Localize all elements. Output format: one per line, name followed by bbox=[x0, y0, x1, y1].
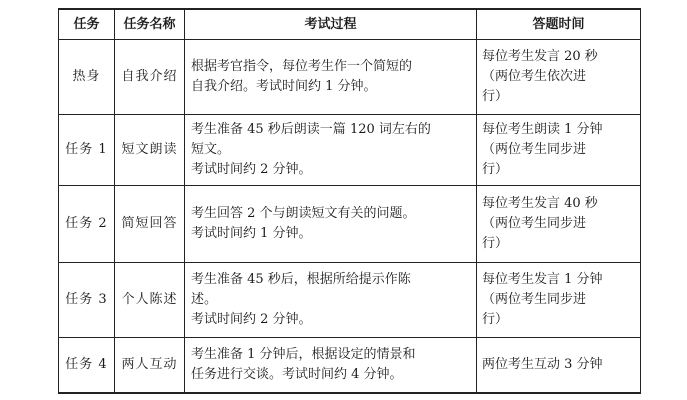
time-line: 每位考生朗读 1 分钟 bbox=[482, 122, 603, 137]
time-line: （两位考生同步进 bbox=[482, 142, 587, 157]
time-line: （两位考生同步进 bbox=[482, 292, 587, 307]
time-line: 每位考生发言 1 分钟 bbox=[482, 272, 603, 287]
process-line: 考试时间约 2 分钟。 bbox=[191, 312, 312, 327]
task-cell: 任务 3 bbox=[59, 263, 115, 338]
process-line: 考试时间约 1 分钟。 bbox=[191, 226, 312, 241]
table-row bbox=[59, 186, 641, 263]
header-task-name: 任务名称 bbox=[115, 9, 185, 40]
time-cell bbox=[477, 186, 641, 263]
table-row bbox=[59, 338, 641, 394]
time-line: 行） bbox=[482, 312, 509, 327]
process-line: 考生准备 1 分钟后，根据设定的情景和 bbox=[191, 347, 416, 362]
process-cell bbox=[185, 115, 477, 186]
task-name-cell: 个人陈述 bbox=[115, 263, 185, 338]
header-exam-process: 考试过程 bbox=[185, 9, 477, 40]
time-line: （两位考生同步进 bbox=[482, 216, 587, 231]
task-name-cell: 自我介绍 bbox=[115, 40, 185, 115]
time-line: 行） bbox=[482, 89, 509, 104]
exam-schedule-table bbox=[58, 8, 641, 394]
task-cell: 任务 1 bbox=[59, 115, 115, 186]
task-name-cell: 两人互动 bbox=[115, 338, 185, 394]
header-answer-time: 答题时间 bbox=[477, 9, 641, 40]
header-row bbox=[59, 9, 641, 40]
task-cell: 任务 2 bbox=[59, 186, 115, 263]
time-cell bbox=[477, 338, 641, 394]
process-cell bbox=[185, 186, 477, 263]
process-cell bbox=[185, 338, 477, 394]
time-line: 两位考生互动 3 分钟 bbox=[482, 357, 603, 372]
task-cell: 任务 4 bbox=[59, 338, 115, 394]
process-line: 自我介绍。考试时间约 1 分钟。 bbox=[191, 79, 377, 94]
table-row bbox=[59, 263, 641, 338]
time-line: 每位考生发言 20 秒 bbox=[482, 49, 598, 64]
time-cell bbox=[477, 115, 641, 186]
process-cell bbox=[185, 40, 477, 115]
time-line: 行） bbox=[482, 236, 509, 251]
process-line: 考生准备 45 秒后朗读一篇 120 词左右的 bbox=[191, 122, 431, 137]
time-line: 行） bbox=[482, 162, 509, 177]
process-cell bbox=[185, 263, 477, 338]
process-line: 考试时间约 2 分钟。 bbox=[191, 162, 312, 177]
exam-schedule-table-wrapper bbox=[58, 8, 641, 394]
task-name-cell: 简短回答 bbox=[115, 186, 185, 263]
process-line: 考生准备 45 秒后，根据所给提示作陈 bbox=[191, 272, 411, 287]
time-line: 每位考生发言 40 秒 bbox=[482, 196, 598, 211]
time-cell bbox=[477, 263, 641, 338]
process-line: 考生回答 2 个与朗读短文有关的问题。 bbox=[191, 206, 416, 221]
task-name-cell: 短文朗读 bbox=[115, 115, 185, 186]
task-cell: 热身 bbox=[59, 40, 115, 115]
process-line: 短文。 bbox=[191, 142, 231, 157]
process-line: 任务进行交谈。考试时间约 4 分钟。 bbox=[191, 367, 403, 382]
table-row bbox=[59, 115, 641, 186]
process-line: 根据考官指令，每位考生作一个简短的 bbox=[191, 59, 413, 74]
time-cell bbox=[477, 40, 641, 115]
table-row bbox=[59, 40, 641, 115]
process-line: 述。 bbox=[191, 292, 218, 307]
time-line: （两位考生依次进 bbox=[482, 69, 587, 84]
header-task: 任务 bbox=[59, 9, 115, 40]
